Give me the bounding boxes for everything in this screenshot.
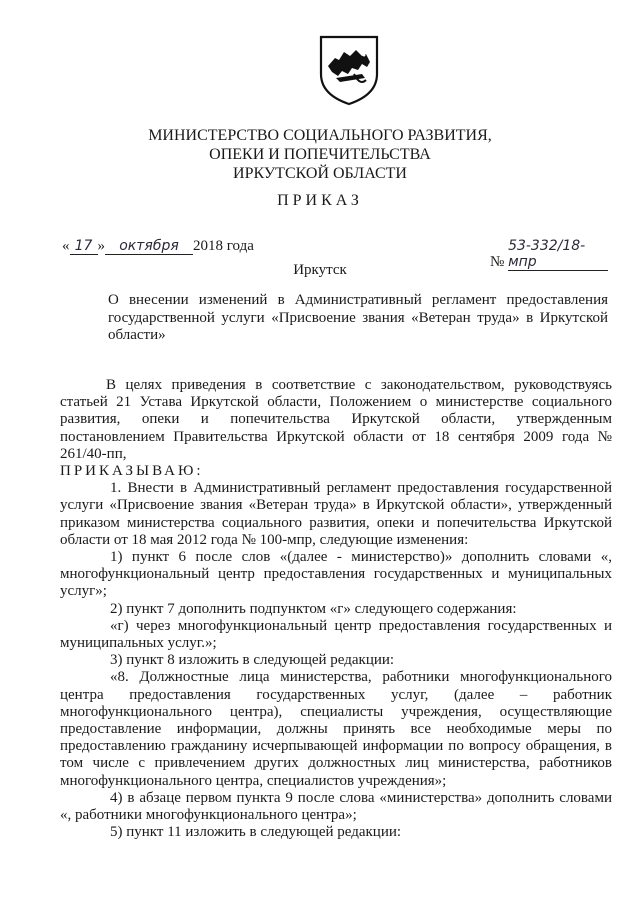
city-name: Иркутск — [293, 262, 347, 278]
ministry-title-line-1: МИНИСТЕРСТВО СОЦИАЛЬНОГО РАЗВИТИЯ, — [148, 127, 492, 144]
order-subject: О внесении изменений в Административный регламент предоставления государственной услуги «Присвоение звания «Ветеран труда» в Иркутской области» — [108, 292, 608, 343]
date-quote-open: « — [62, 238, 70, 254]
document-type-title: ПРИКАЗ — [277, 192, 363, 209]
date-quote-close: » — [97, 238, 105, 254]
order-body — [60, 377, 612, 841]
subitem-3-text: «8. Должностные лица министерства, работники многофункционального центра предоставления государственных услуг, (далее – работник многофункционального центра), специалисты учреждения, осуществляющие предоставление информации, должны принять все необходимые меры по предоставлению гражданину исчерпывающей информации по вопросу обращения, в том числе с привлечением других должностных лиц министерства, работников многофункционального центра, специалистов учреждения»; — [60, 669, 612, 789]
subitem-4-paragraph: 4) в абзаце первом пункта 9 после слова «министерства» дополнить словами «, работники многофункционального центра»; — [60, 789, 612, 824]
subitem-3-paragraph: 3) пункт 8 изложить в следующей редакции: — [110, 652, 395, 669]
handwritten-month: октября — [105, 238, 193, 255]
subitem-5-paragraph: 5) пункт 11 изложить в следующей редакции: — [110, 824, 402, 841]
handwritten-day: 17 — [70, 238, 98, 255]
ministry-title-line-2: ОПЕКИ И ПОПЕЧИТЕЛЬСТВА — [209, 146, 431, 163]
item-1-paragraph: 1. Внести в Административный регламент предоставления государственной услуги «Присвоение звания «Ветеран труда» в Иркутской области», утвержденный приказом министерства социального развития, опеки и попечительства Иркутской области от 18 мая 2012 года № 100-мпр, следующие изменения: — [60, 480, 612, 548]
handwritten-order-number: 53-332/18-мпр — [508, 238, 608, 271]
subitem-2-text: «г) через многофункциональный центр предоставления государственных и муниципальных услуг.»; — [60, 617, 612, 652]
subitem-2-paragraph: 2) пункт 7 дополнить подпунктом «г» следующего содержания: — [110, 600, 517, 617]
irkutsk-coat-of-arms-icon — [318, 34, 380, 106]
preamble-paragraph: В целях приведения в соответствие с законодательством, руководствуясь статьей 21 Устава Иркутской области, Положением о министерстве социального развития, опеки и попечительства Иркутской области, утвержденным постановлением Правительства Иркутской области от 18 сентября 2009 года № 261/40-пп, — [60, 377, 612, 462]
date-year: 2018 года — [193, 238, 254, 254]
order-number — [490, 238, 608, 271]
order-directive: ПРИКАЗЫВАЮ: — [60, 463, 204, 480]
subitem-1-paragraph: 1) пункт 6 после слов «(далее - министерство)» дополнить словами «, многофункциональный центр предоставления государственных и муниципальных услуг»; — [60, 549, 612, 600]
order-date — [62, 238, 254, 255]
ministry-title-line-3: ИРКУТСКОЙ ОБЛАСТИ — [233, 165, 407, 182]
number-sign: № — [490, 254, 505, 270]
